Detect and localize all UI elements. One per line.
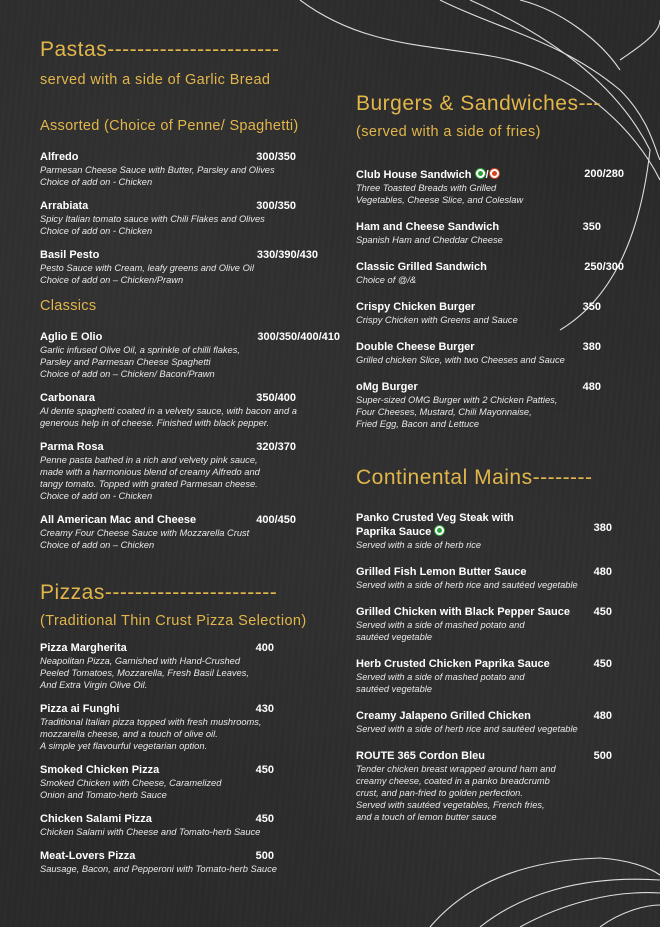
item-desc: Sausage, Bacon, and Pepperoni with Tomato-herb Sauce [40,864,277,874]
item-desc: Garlic infused Olive Oil, a sprinkle of chilli flakes, [40,345,240,355]
item-desc: Parmesan Cheese Sauce with Butter, Parsley and Olives [40,165,275,175]
item-desc: Chicken Salami with Cheese and Tomato-herb Sauce [40,827,261,837]
item-name: ROUTE 365 Cordon Bleu [356,750,485,762]
veg-nonveg-separator: / [485,169,489,181]
menu-item-smoked-chicken-pizza [40,764,340,801]
menu-item-pizza-margherita [40,642,340,691]
item-desc: Creamy Four Cheese Sauce with Mozzarella Crust [40,528,250,538]
item-desc: Served with a side of herb rice and sautéed vegetable [356,724,578,734]
pastas-subtitle: served with a side of Garlic Bread [40,72,271,88]
item-name: Parma Rosa [40,441,104,453]
continental-title: Continental Mains-------- [356,466,593,489]
item-desc: Choice of add on - Chicken [40,226,153,236]
item-desc: Penne pasta bathed in a rich and velvety pink sauce, [40,455,258,465]
item-desc: Choice of add on - Chicken [40,491,153,501]
menu-item-pizza-ai-funghi [40,703,340,752]
item-desc: A simple yet flavourful vegetarian option. [40,741,208,751]
assorted-heading: Assorted (Choice of Penne/ Spaghetti) [40,118,299,134]
item-desc: Served with a side of herb rice and sautéed vegetable [356,580,578,590]
item-price: 480 [593,566,612,578]
item-name: Carbonara [40,392,96,404]
item-desc: Al dente spaghetti coated in a velvety sauce, with bacon and a [40,406,297,416]
menu-item-grilled-fish [356,566,632,591]
item-name: Creamy Jalapeno Grilled Chicken [356,710,531,722]
item-desc: Neapolitan Pizza, Garnished with Hand-Crushed [40,656,240,666]
menu-item-ham-and-cheese-sandwich [356,221,632,246]
item-desc: sautéed vegetable [356,632,432,642]
item-price: 250/300 [584,261,624,273]
menu-item-cordon-bleu [356,750,632,823]
item-price: 500 [255,850,274,862]
item-desc: Served with a side of mashed potato and [356,672,525,682]
item-price: 350 [582,221,601,233]
item-price: 200/280 [584,168,624,180]
item-desc: Choice of add on – Chicken [40,540,155,550]
item-price: 400 [255,642,274,654]
menu-item-crispy-chicken-burger [356,301,632,326]
menu-item-meat-lovers-pizza [40,850,340,875]
item-name-wrap [356,168,500,182]
item-name: Club House Sandwich [356,169,472,181]
burgers-subtitle: (served with a side of fries) [356,124,541,140]
veg-icon [475,168,486,179]
menu-item-mac-and-cheese [40,514,340,551]
item-price: 330/390/430 [256,249,318,261]
item-name-wrap [356,512,514,539]
item-desc: Crispy Chicken with Greens and Sauce [356,315,518,325]
menu-item-aglio-e-olio [40,331,340,380]
menu-item-arrabiata [40,200,340,237]
pastas-title: Pastas----------------------- [40,38,280,61]
item-desc: Three Toasted Breads with Grilled [356,183,497,193]
item-desc: Onion and Tomato-herb Sauce [40,790,167,800]
item-name: Pizza ai Funghi [40,703,120,715]
item-desc: Parsley and Parmesan Cheese Spaghetti [40,357,211,367]
item-desc: Four Cheeses, Mustard, Chili Mayonnaise, [356,407,532,417]
menu-item-omg-burger [356,381,632,430]
item-price: 350 [582,301,601,313]
item-price: 450 [255,813,274,825]
item-name: Double Cheese Burger [356,341,475,353]
menu-item-parma-rosa [40,441,340,502]
item-desc: made with a harmonious blend of creamy Alfredo and [40,467,260,477]
item-desc: Served with sautéed vegetables, French fries, [356,800,545,810]
menu-item-classic-grilled-sandwich [356,261,632,286]
item-name: oMg Burger [356,381,418,393]
classics-heading: Classics [40,298,97,314]
item-price: 480 [582,381,601,393]
item-price: 350/400 [256,392,296,404]
item-name: Grilled Fish Lemon Butter Sauce [356,566,527,578]
item-price: 300/350 [256,151,296,163]
item-desc: Served with a side of herb rice [356,540,482,550]
item-price: 450 [593,658,612,670]
item-price: 380 [582,341,601,353]
item-desc: generous help in of cheese. Finished with black pepper. [40,418,270,428]
item-price: 320/370 [256,441,296,453]
item-desc: Vegetables, Cheese Slice, and Coleslaw [356,195,524,205]
item-name: Ham and Cheese Sandwich [356,221,500,233]
item-desc: tangy tomato. Topped with grated Parmesan cheese. [40,479,258,489]
item-desc: Tender chicken breast wrapped around ham and [356,764,556,774]
item-desc: And Extra Virgin Olive Oil. [40,680,148,690]
item-desc: Traditional Italian pizza topped with fresh mushrooms, [40,717,262,727]
item-price: 300/350/400/410 [257,331,340,343]
item-desc: Served with a side of mashed potato and [356,620,525,630]
item-price: 500 [593,750,612,762]
pizzas-subtitle: (Traditional Thin Crust Pizza Selection) [40,613,307,629]
item-name: Basil Pesto [40,249,100,261]
item-name: Alfredo [40,151,79,163]
menu-item-panko-veg-steak [356,512,632,551]
item-name: All American Mac and Cheese [40,514,197,526]
item-desc: Grilled chicken Slice, with two Cheeses and Sauce [356,355,565,365]
item-name: Classic Grilled Sandwich [356,261,487,273]
item-desc: Pesto Sauce with Cream, leafy greens and Olive Oil [40,263,254,273]
item-name: Grilled Chicken with Black Pepper Sauce [356,606,570,618]
item-desc: Smoked Chicken with Cheese, Caramelized [40,778,222,788]
item-desc: Choice of @/& [356,275,417,285]
nonveg-icon [489,168,500,179]
item-desc: Spicy Italian tomato sauce with Chili Flakes and Olives [40,214,265,224]
item-desc: Fried Egg, Bacon and Lettuce [356,419,480,429]
right-column [356,92,632,823]
item-desc: Peeled Tomatoes, Mozzarella, Fresh Basil Leaves, [40,668,249,678]
item-price: 380 [593,522,612,534]
item-price: 300/350 [256,200,296,212]
item-desc: Super-sized OMG Burger with 2 Chicken Patties, [356,395,558,405]
item-desc: mozzarella cheese, and a touch of olive oil. [40,729,218,739]
veg-icon [434,525,445,536]
item-price: 400/450 [256,514,296,526]
item-desc: Spanish Ham and Cheddar Cheese [356,235,503,245]
item-name: Crispy Chicken Burger [356,301,476,313]
item-name: Pizza Margherita [40,642,127,654]
item-desc: Choice of add on - Chicken [40,177,153,187]
menu-item-club-house-sandwich [356,168,632,206]
menu-item-herb-crusted-chicken [356,658,632,695]
item-desc: creamy cheese, coated in a panko breadcrumb [356,776,550,786]
menu-item-carbonara [40,392,340,429]
item-name: Panko Crusted Veg Steak with [356,512,514,524]
item-name: Smoked Chicken Pizza [40,764,160,776]
burgers-title: Burgers & Sandwiches--- [356,92,601,115]
menu-item-basil-pesto [40,249,340,286]
menu-item-alfredo [40,151,340,188]
item-desc: Choice of add on – Chicken/Prawn [40,275,184,285]
item-desc: sautéed vegetable [356,684,432,694]
left-column [40,38,340,875]
menu-item-grilled-chicken-black-pepper [356,606,632,643]
item-name: Herb Crusted Chicken Paprika Sauce [356,658,550,670]
item-price: 430 [255,703,274,715]
item-name: Aglio E Olio [40,331,103,343]
menu-item-creamy-jalapeno-chicken [356,710,632,735]
menu-item-chicken-salami-pizza [40,813,340,838]
item-price: 450 [255,764,274,776]
item-name: Chicken Salami Pizza [40,813,152,825]
item-price: 480 [593,710,612,722]
menu-item-double-cheese-burger [356,341,632,366]
item-name: Arrabiata [40,200,89,212]
item-desc: Choice of add on – Chicken/ Bacon/Prawn [40,369,215,379]
pizzas-title: Pizzas----------------------- [40,581,278,604]
item-desc: and a touch of lemon butter sauce [356,812,497,822]
item-price: 450 [593,606,612,618]
item-name: Paprika Sauce [356,526,432,538]
item-desc: crust, and pan-fried to golden perfection. [356,788,523,798]
item-name: Meat-Lovers Pizza [40,850,136,862]
